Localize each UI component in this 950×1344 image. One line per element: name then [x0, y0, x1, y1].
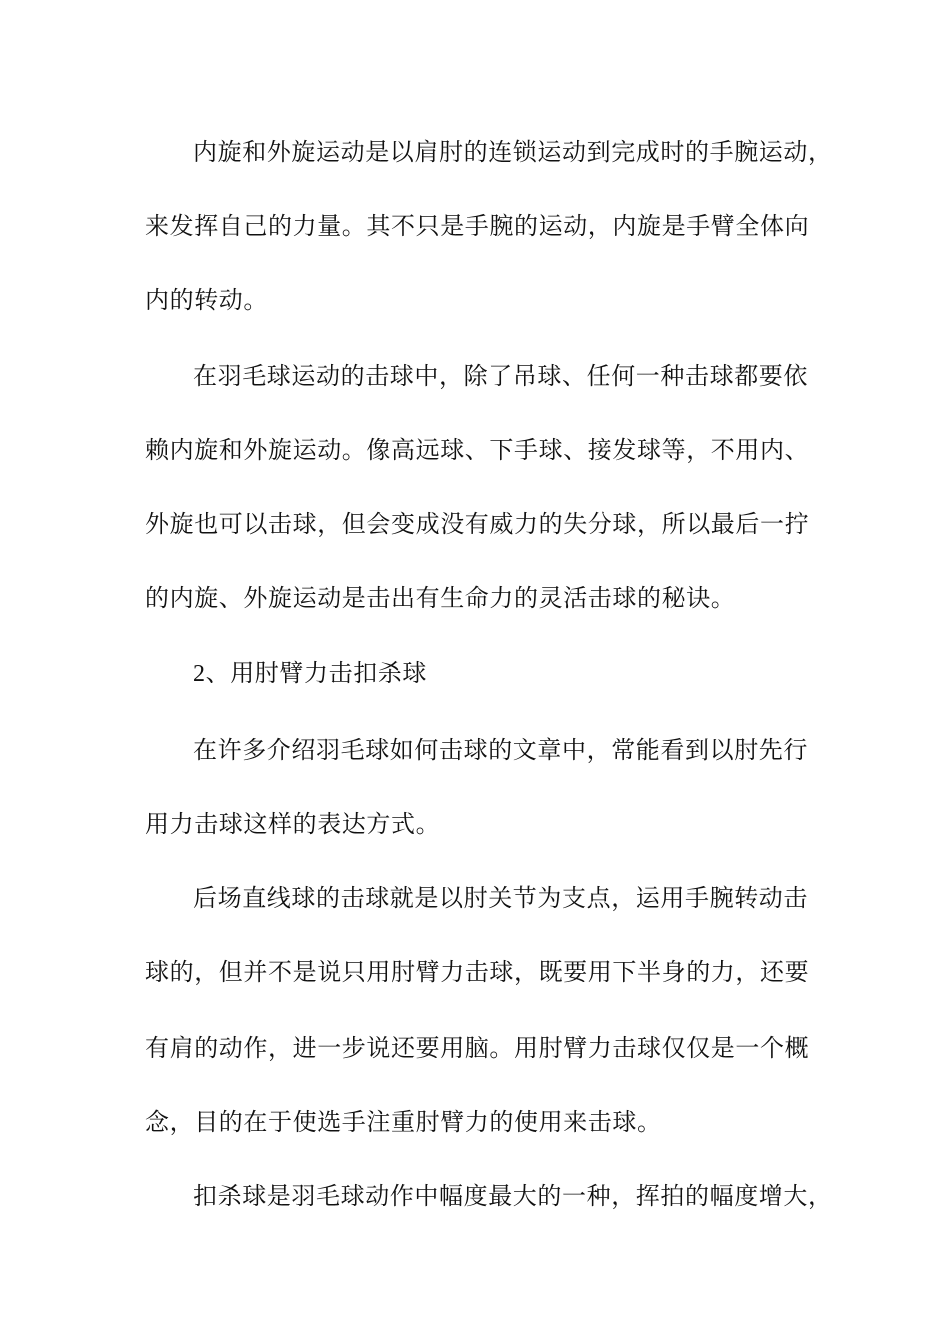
- paragraph-4-line-3: 有肩的动作，进一步说还要用脑。用肘臂力击球仅仅是一个概: [145, 1034, 810, 1062]
- paragraph-5-line-1: 扣杀球是羽毛球动作中幅度最大的一种，挥拍的幅度增大，: [193, 1182, 833, 1210]
- paragraph-1-line-3: 内的转动。: [145, 286, 268, 314]
- paragraph-1-line-2: 来发挥自己的力量。其不只是手腕的运动，内旋是手臂全体向: [145, 212, 810, 240]
- paragraph-3-line-1: 在许多介绍羽毛球如何击球的文章中，常能看到以肘先行: [193, 736, 808, 764]
- paragraph-3-line-2: 用力击球这样的表达方式。: [145, 810, 441, 838]
- paragraph-4-line-2: 球的，但并不是说只用肘臂力击球，既要用下半身的力，还要: [145, 958, 810, 986]
- paragraph-4-line-4: 念，目的在于使选手注重肘臂力的使用来击球。: [145, 1108, 662, 1136]
- paragraph-4-line-1: 后场直线球的击球就是以肘关节为支点，运用手腕转动击: [193, 884, 808, 912]
- paragraph-1-line-1: 内旋和外旋运动是以肩肘的连锁运动到完成时的手腕运动，: [193, 138, 833, 166]
- section-heading: 2、用肘臂力击扣杀球: [193, 661, 427, 687]
- paragraph-2-line-1: 在羽毛球运动的击球中，除了吊球、任何一种击球都要依: [193, 362, 808, 390]
- paragraph-2-line-3: 外旋也可以击球，但会变成没有威力的失分球，所以最后一拧: [145, 510, 810, 538]
- paragraph-2-line-2: 赖内旋和外旋运动。像高远球、下手球、接发球等，不用内、: [145, 436, 810, 464]
- paragraph-2-line-4: 的内旋、外旋运动是击出有生命力的灵活击球的秘诀。: [145, 584, 736, 612]
